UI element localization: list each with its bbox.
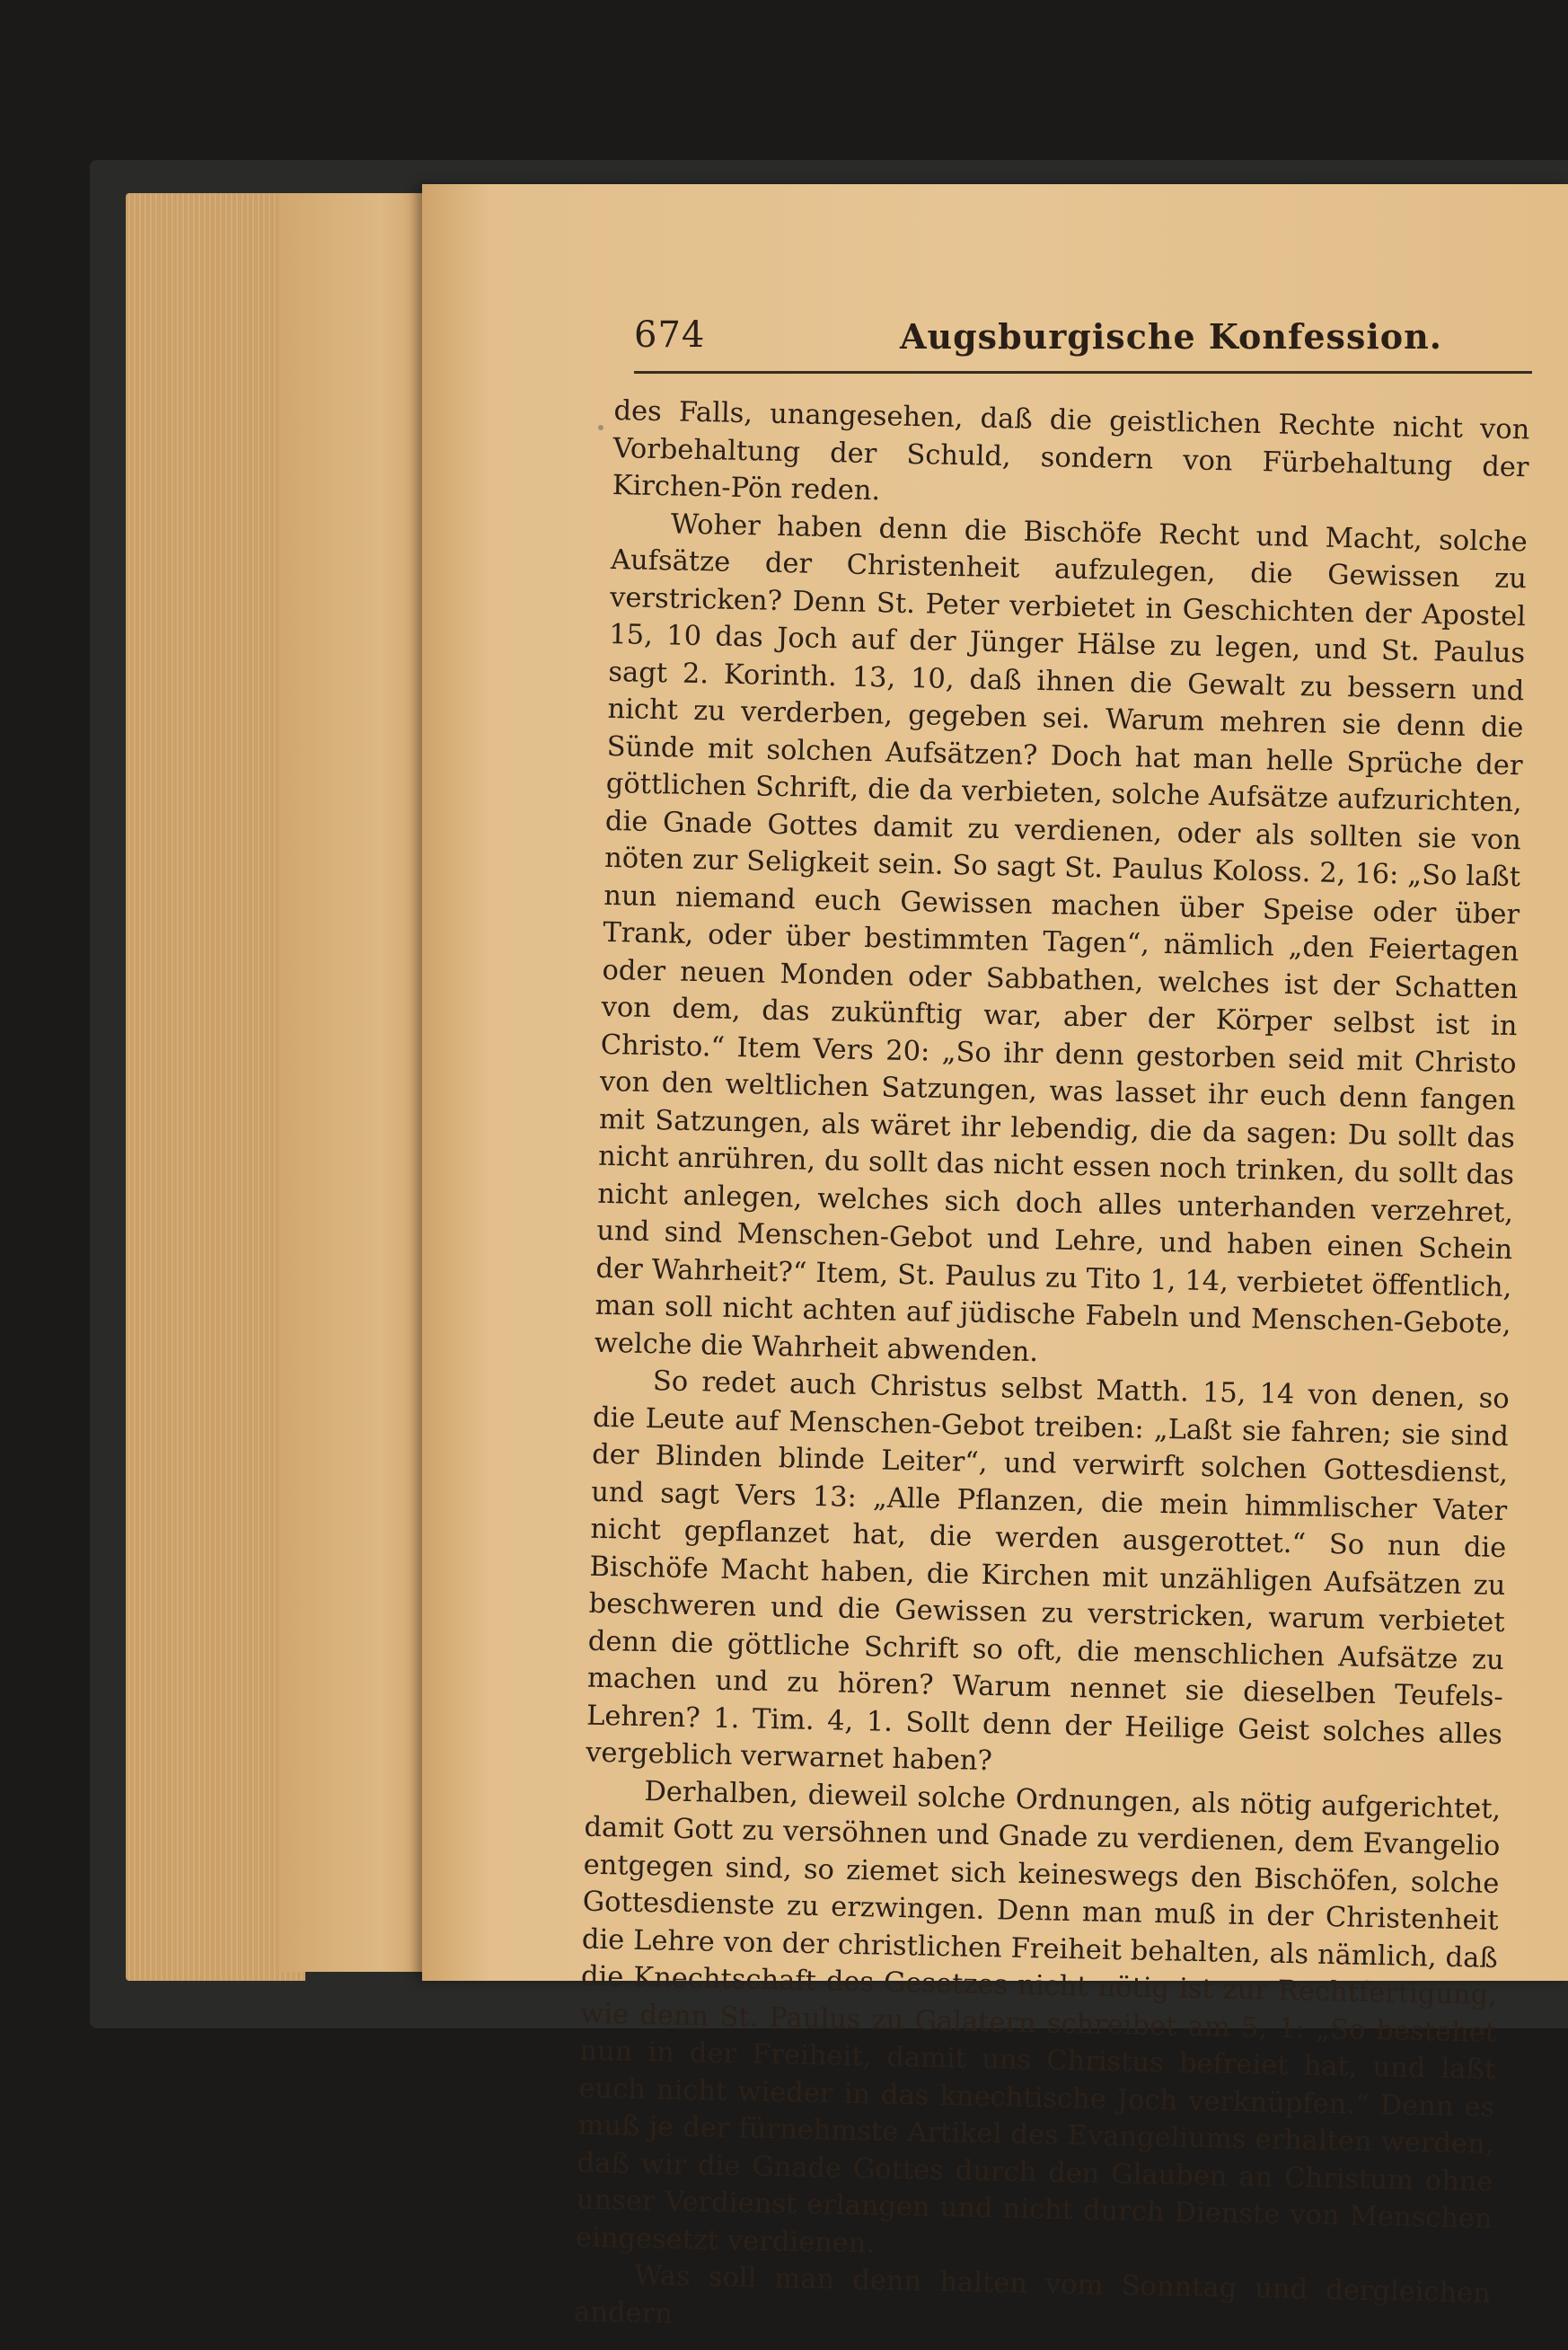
right-page xyxy=(422,184,1568,2330)
paragraph: Was soll man denn halten vom Sonntag und dergleichen andern xyxy=(573,2259,1492,2330)
header-rule xyxy=(634,371,1532,374)
paragraph: Woher haben denn die Bischöfe Recht und Macht, solche Aufsätze der Christenheit aufzulegen, die Gewissen zu verstricken? Denn St. Peter verbietet in Geschichten der Apostel 15, 10 das Joch auf der Jünger Hälse zu legen, und St. Paulus sagt 2. Korinth. 13, 10, daß ihnen die Gewalt zu bessern und nicht zu verderben, gegeben sei. Warum mehren sie denn die Sünde mit solchen Aufsätzen? Doch hat man helle Sprüche der göttlichen Schrift, die da verbieten, solche Aufsätze aufzurichten, die Gnade Gottes damit zu verdienen, oder als sollten sie von nöten zur Seligkeit sein. So sagt St. Paulus Koloss. 2, 16: „So laßt nun niemand euch Gewissen machen über Speise oder über Trank, oder über bestimmten Tagen“, nämlich „den Feiertagen oder neuen Monden oder Sabbathen, welches ist der Schatten von dem, das zukünftig war, aber der Körper selbst ist in Christo.“ Item Vers 20: „So ihr denn gestorben seid mit Christo von den weltlichen Satzungen, was lasset ihr euch denn fangen mit Satzungen, als wäret ihr lebendig, die da sagen: Du sollt das nicht anrühren, du sollt das nicht essen noch trinken, du sollt das nicht anlegen, welches sich doch alles unterhanden verzehret, und sind Menschen-Gebot und Lehre, und haben einen Schein der Wahrheit?“ Item, St. Paulus zu Tito 1, 14, verbietet öffentlich, man soll nicht achten auf jüdische Fabeln und Menschen-Gebote, welche die Wahrheit abwenden. xyxy=(594,508,1528,1368)
running-title: Augsburgische Konfession. xyxy=(900,316,1442,357)
body-text xyxy=(574,393,1530,2350)
margin-dot xyxy=(598,425,603,430)
page-header xyxy=(634,314,1568,368)
paragraph: So redet auch Christus selbst Matth. 15, 14 von denen, so die Leute auf Menschen-Gebot treiben: „Laßt sie fahren; sie sind der Blinden blinde Leiter“, und verwirft solchen Gottesdienst, und sagt Vers 13: „Alle Pflanzen, die mein himmlischer Vater nicht gepflanzet hat, die werden ausgerottet.“ So nun die Bischöfe Macht haben, die Kirchen mit unzähligen Aufsätzen zu beschweren und die Gewissen zu verstricken, warum verbietet denn die göttliche Schrift so oft, die menschlichen Aufsätze zu machen und zu hören? Warum nennet sie dieselben Teufels-Lehren? 1. Tim. 4, 1. Sollt denn der Heilige Geist solches alles vergeblich verwarnet haben? xyxy=(585,1365,1511,1778)
paragraph: des Falls, unangesehen, daß die geistlichen Rechte nicht von Vorbehaltung der Schuld, sondern von Fürbehaltung der Kirchen-Pön reden. xyxy=(612,394,1530,508)
page-number: 674 xyxy=(634,314,706,356)
paragraph: Derhalben, dieweil solche Ordnungen, als nötig aufgerichtet, damit Gott zu versöhnen und Gnade zu verdienen, dem Evangelio entgegen sind, so ziemet sich keineswegs den Bischöfen, solche Gottesdienste zu erzwingen. Denn man muß in der Christenheit die Lehre von der christlichen Freiheit behalten, als nämlich, daß die Knechtschaft des Gesetzes nicht nötig ist zur Rechtfertigung, wie denn St. Paulus zu Galatern schreibet am 5, 1: „So bestehet nun in der Freiheit, damit uns Christus befreiet hat, und laßt euch nicht wieder in das knechtische Joch verknüpfen.“ Denn es muß je der fürnehmste Artikel des Evangeliums erhalten werden, daß wir die Gnade Gottes durch den Glauben an Christum ohne unser Verdienst erlangen und nicht durch Dienste von Menschen eingesetzt verdienen. xyxy=(575,1775,1502,2260)
